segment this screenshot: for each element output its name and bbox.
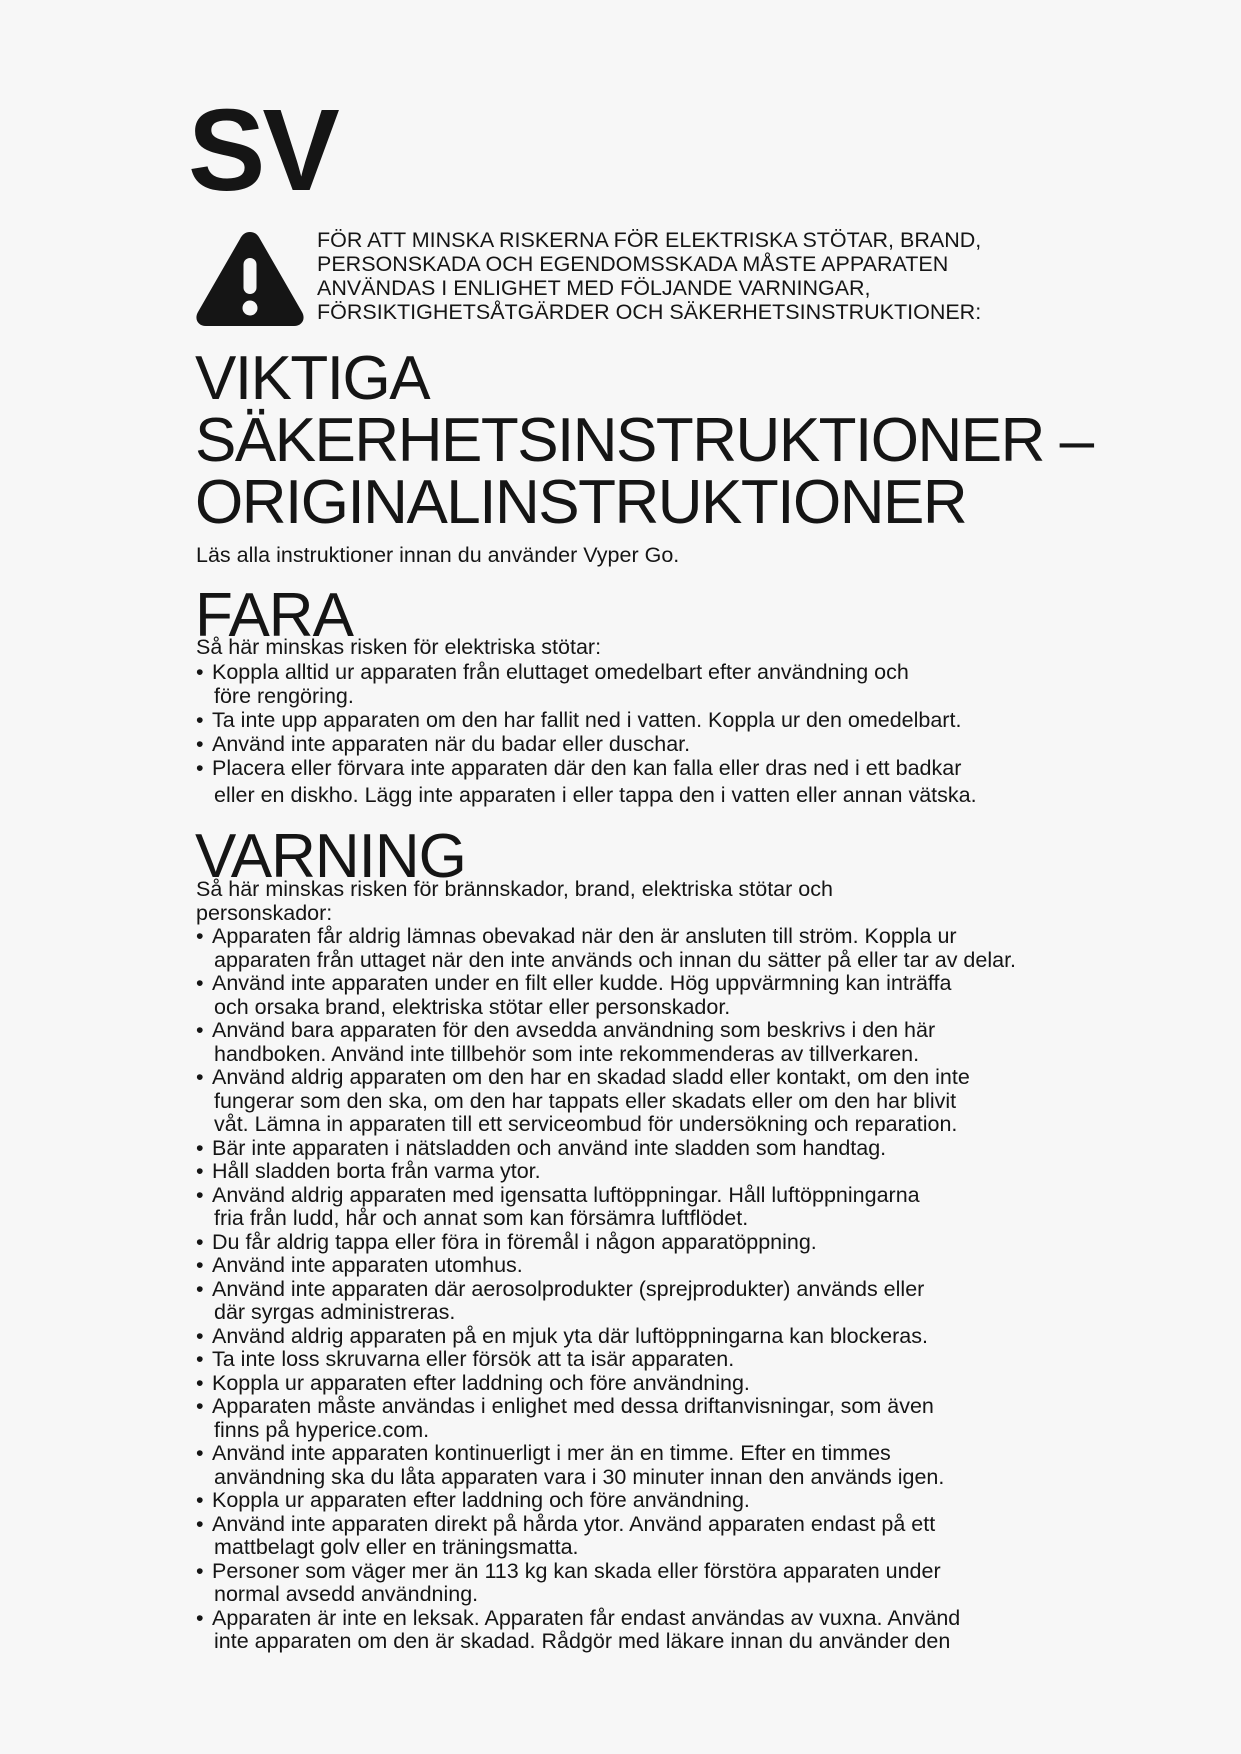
bullet-icon: • (196, 1323, 204, 1348)
bullet-icon: • (196, 1370, 204, 1395)
title-line: VIKTIGA (195, 344, 430, 413)
lead-line: Så här minskas risken för brännskador, brand, elektriska stötar och (196, 877, 833, 901)
list-item-text: Använd inte apparaten när du badar eller duschar. (212, 731, 691, 756)
list-item-text: Ta inte upp apparaten om den har fallit ned i vatten. Koppla ur den omedelbart. (212, 707, 962, 732)
list-item (196, 1137, 1096, 1161)
list-item-line (196, 1278, 1096, 1302)
list-item-text: och orsaka brand, elektriska stötar eller personskador. (214, 994, 731, 1019)
list-item-text: Använd aldrig apparaten med igensatta luftöppningar. Håll luftöppningarna (212, 1182, 920, 1207)
list-item-text: fungerar som den ska, om den har tappats eller skadats eller om den har blivit (214, 1088, 957, 1113)
list-item-line (196, 1113, 1096, 1137)
list-item-line (196, 1254, 1096, 1278)
list-item-line (196, 1325, 1096, 1349)
bullet-icon: • (196, 971, 204, 995)
list-item (196, 756, 1096, 807)
list-item-text: där syrgas administreras. (214, 1300, 456, 1324)
bullet-icon: • (196, 1182, 204, 1207)
list-item-text: Du får aldrig tappa eller föra in föremål i någon apparatöppning. (212, 1229, 817, 1254)
list-item-text: Använd inte apparaten där aerosolprodukter (sprejprodukter) används eller (212, 1276, 925, 1301)
list-item-text: Använd aldrig apparaten om den har en skadad sladd eller kontakt, om den inte (212, 1065, 970, 1089)
list-item-line (196, 783, 1096, 807)
list-item-line (196, 949, 1096, 973)
list-item-line (196, 684, 1096, 708)
notice-line: PERSONSKADA OCH EGENDOMSSKADA MÅSTE APPARATEN (317, 252, 949, 276)
list-item (196, 1489, 1096, 1513)
title-line: SÄKERHETSINSTRUKTIONER – (195, 406, 1093, 475)
list-item (196, 1395, 1096, 1442)
list-item-line (196, 660, 1096, 684)
list-item-text: Använd inte apparaten under en filt eller kudde. Hög uppvärmning kan inträffa (212, 971, 952, 995)
bullet-icon: • (196, 659, 204, 684)
list-item-text: finns på hyperice.com. (214, 1417, 430, 1442)
safety-notice (317, 228, 1077, 324)
intro-text: Läs alla instruktioner innan du använder Vyper Go. (196, 543, 680, 567)
bullet-icon: • (196, 1441, 204, 1465)
list-item (196, 1607, 1096, 1654)
list-item-text: Apparaten får aldrig lämnas obevakad när den är ansluten till ström. Koppla ur (212, 924, 957, 948)
page-title (195, 344, 1195, 537)
notice-line: FÖRSIKTIGHETSÅTGÄRDER OCH SÄKERHETSINSTRUKTIONER: (317, 300, 982, 324)
list-item-text: Koppla ur apparaten efter laddning och före användning. (212, 1488, 750, 1512)
list-item-line (196, 1348, 1096, 1372)
list-item-line (196, 1231, 1096, 1255)
list-item-line (196, 1137, 1096, 1161)
list-item-line (196, 1536, 1096, 1560)
bullet-icon: • (196, 1488, 204, 1512)
list-item-line (196, 1560, 1096, 1584)
bullet-icon: • (196, 731, 204, 756)
list-item-line (196, 1630, 1096, 1654)
list-item-text: Använd inte apparaten utomhus. (212, 1253, 523, 1277)
list-item-text: apparaten från uttaget när den inte används och innan du sätter på eller tar av delar. (214, 947, 1017, 972)
list-item (196, 1019, 1096, 1066)
warning-triangle-icon (193, 228, 307, 328)
bullet-icon: • (196, 1394, 204, 1418)
list-item-text: inte apparaten om den är skadad. Rådgör med läkare innan du använder den (214, 1629, 951, 1653)
list-item-line (196, 1160, 1096, 1184)
list-item-line (196, 708, 1096, 732)
bullet-icon: • (196, 1135, 204, 1160)
list-item-line (196, 732, 1096, 756)
list-item-line (196, 1184, 1096, 1208)
list-item-text: mattbelagt golv eller en träningsmatta. (214, 1535, 579, 1559)
list-item (196, 708, 1096, 732)
list-item (196, 1254, 1096, 1278)
title-line: ORIGINALINSTRUKTIONER (195, 468, 967, 537)
list-item-line (196, 996, 1096, 1020)
list-item (196, 1560, 1096, 1607)
notice-line: ANVÄNDAS I ENLIGHET MED FÖLJANDE VARNINGAR, (317, 276, 871, 300)
list-item-line (196, 1489, 1096, 1513)
fara-heading: FARA (195, 581, 353, 650)
list-item (196, 1231, 1096, 1255)
bullet-icon: • (196, 1511, 204, 1536)
list-item-line (196, 1583, 1096, 1607)
fara-list (196, 660, 1096, 807)
list-item-text: Apparaten är inte en leksak. Apparaten får endast användas av vuxna. Använd (212, 1605, 961, 1630)
list-item-text: fria från ludd, hår och annat som kan försämra luftflödet. (214, 1206, 749, 1230)
bullet-icon: • (196, 755, 204, 780)
fara-section (196, 636, 1096, 807)
bullet-icon: • (196, 1018, 204, 1042)
bullet-icon: • (196, 707, 204, 732)
lead-line: Så här minskas risken för elektriska stötar: (196, 635, 602, 659)
list-item (196, 1442, 1096, 1489)
list-item-line (196, 1372, 1096, 1396)
list-item-text: handboken. Använd inte tillbehör som inte rekommenderas av tillverkaren. (214, 1041, 920, 1066)
list-item-line (196, 1466, 1096, 1490)
list-item-text: eller en diskho. Lägg inte apparaten i eller tappa den i vatten eller annan vätska. (214, 782, 977, 807)
bullet-icon: • (196, 1159, 204, 1183)
varning-heading: VARNING (195, 822, 466, 891)
list-item-line (196, 1395, 1096, 1419)
list-item (196, 1513, 1096, 1560)
bullet-icon: • (196, 924, 204, 948)
list-item-text: våt. Lämna in apparaten till ett serviceombud för undersökning och reparation. (214, 1112, 958, 1136)
list-item-line (196, 925, 1096, 949)
list-item-line (196, 1019, 1096, 1043)
list-item-text: användning ska du låta apparaten vara i 30 minuter innan den används igen. (214, 1464, 945, 1489)
bullet-icon: • (196, 1558, 204, 1583)
list-item-line (196, 1043, 1096, 1067)
list-item-line (196, 1442, 1096, 1466)
list-item-text: Använd inte apparaten direkt på hårda ytor. Använd apparaten endast på ett (212, 1511, 936, 1536)
notice-line: FÖR ATT MINSKA RISKERNA FÖR ELEKTRISKA STÖTAR, BRAND, (317, 228, 982, 252)
list-item-text: Koppla ur apparaten efter laddning och före användning. (212, 1370, 750, 1395)
list-item (196, 1348, 1096, 1372)
list-item-text: Ta inte loss skruvarna eller försök att ta isär apparaten. (212, 1347, 735, 1371)
list-item-line (196, 1607, 1096, 1631)
list-item-line (196, 1419, 1096, 1443)
bullet-icon: • (196, 1229, 204, 1254)
list-item-text: Använd aldrig apparaten på en mjuk yta där luftöppningarna kan blockeras. (212, 1323, 928, 1348)
list-item-text: Håll sladden borta från varma ytor. (212, 1159, 541, 1183)
list-item-text: Bär inte apparaten i nätsladden och använd inte sladden som handtag. (212, 1135, 887, 1160)
list-item-text: Koppla alltid ur apparaten från eluttaget omedelbart efter användning och (212, 659, 909, 684)
varning-lead (196, 878, 1096, 925)
list-item (196, 660, 1096, 708)
list-item (196, 1184, 1096, 1231)
list-item-text: Använd bara apparaten för den avsedda användning som beskrivs i den här (212, 1018, 936, 1042)
list-item-text: normal avsedd användning. (214, 1582, 479, 1606)
varning-list (196, 925, 1096, 1654)
list-item-line (196, 1513, 1096, 1537)
list-item-line (196, 1207, 1096, 1231)
list-item (196, 1278, 1096, 1325)
list-item-text: före rengöring. (214, 683, 354, 708)
list-item-text: Använd inte apparaten kontinuerligt i mer än en timme. Efter en timmes (212, 1441, 891, 1465)
list-item-text: Placera eller förvara inte apparaten där den kan falla eller dras ned i ett badkar (212, 755, 962, 780)
bullet-icon: • (196, 1605, 204, 1630)
bullet-icon: • (196, 1065, 204, 1089)
lead-line: personskador: (196, 900, 333, 925)
list-item-line (196, 972, 1096, 996)
bullet-icon: • (196, 1276, 204, 1301)
list-item (196, 732, 1096, 756)
fara-lead (196, 636, 1096, 660)
list-item (196, 972, 1096, 1019)
language-code: SV (188, 85, 337, 215)
list-item (196, 1066, 1096, 1137)
list-item-line (196, 1066, 1096, 1090)
varning-section (196, 878, 1096, 1654)
list-item-line (196, 1090, 1096, 1114)
list-item-text: Personer som väger mer än 113 kg kan skada eller förstöra apparaten under (212, 1558, 941, 1583)
list-item (196, 1160, 1096, 1184)
list-item (196, 1372, 1096, 1396)
bullet-icon: • (196, 1347, 204, 1371)
list-item-line (196, 1301, 1096, 1325)
list-item (196, 925, 1096, 972)
list-item (196, 1325, 1096, 1349)
bullet-icon: • (196, 1253, 204, 1277)
list-item-text: Apparaten måste användas i enlighet med dessa driftanvisningar, som även (212, 1394, 934, 1418)
list-item-line (196, 756, 1096, 780)
